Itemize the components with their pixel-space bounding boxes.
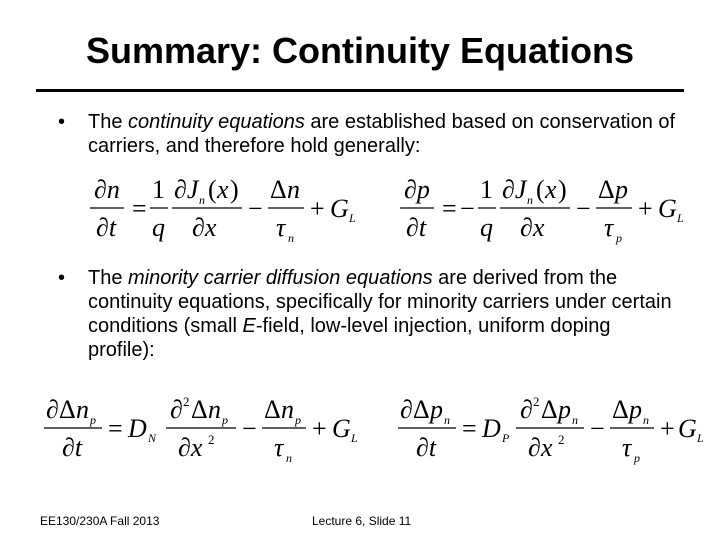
svg-text:−: − (460, 194, 475, 223)
svg-text:τ: τ (622, 433, 632, 462)
svg-text:n: n (527, 193, 533, 207)
svg-text:G: G (332, 414, 351, 443)
svg-text:−: − (590, 414, 605, 443)
svg-text:1: 1 (152, 175, 165, 204)
svg-text:p: p (90, 413, 96, 427)
svg-text:Δ: Δ (264, 395, 281, 424)
svg-text:2: 2 (558, 432, 565, 447)
equation-diffusion-n-graphic (44, 392, 364, 468)
svg-text:+: + (660, 414, 675, 443)
svg-text:x: x (217, 175, 229, 204)
svg-text:−: − (242, 414, 257, 443)
svg-text:q: q (480, 213, 493, 242)
svg-text:1: 1 (480, 175, 493, 204)
svg-text:n: n (287, 175, 300, 204)
svg-text:): ) (558, 175, 567, 204)
svg-text:): ) (230, 175, 239, 204)
svg-text:L: L (351, 431, 358, 445)
equation-diffusion-p (398, 392, 708, 475)
svg-text:∂p: ∂p (404, 175, 430, 204)
svg-text:τ: τ (276, 213, 286, 242)
svg-text:L: L (677, 211, 684, 225)
equation-diffusion-n (44, 392, 364, 475)
svg-text:p: p (634, 451, 640, 465)
svg-text:=: = (462, 414, 477, 443)
bullet-dot: • (58, 267, 66, 289)
slide-title: Summary: Continuity Equations (85, 30, 635, 71)
bullet-text: The minority carrier diffusion equations are derived from the continuity equations, specifically for minority carriers under certain conditions (small E-field, low-level injection, uniform doping profile): (88, 267, 672, 361)
svg-text:∂t: ∂t (62, 433, 83, 462)
svg-text:p: p (222, 413, 228, 427)
svg-text:n: n (444, 413, 450, 427)
svg-text:n: n (286, 451, 292, 465)
svg-text:n: n (76, 395, 89, 424)
svg-text:D: D (482, 414, 501, 443)
svg-text:n: n (288, 231, 294, 245)
svg-text:∂t: ∂t (416, 433, 437, 462)
svg-text:n: n (199, 193, 205, 207)
svg-text:∂: ∂ (170, 395, 183, 424)
svg-text:Δ: Δ (612, 395, 629, 424)
svg-text:∂t: ∂t (406, 213, 427, 242)
svg-text:∂x: ∂x (192, 213, 217, 242)
svg-text:p: p (615, 175, 628, 204)
bullet-text: The continuity equations are established based on conservation of carriers, and therefore hold generally: (88, 111, 676, 157)
svg-text:Δ: Δ (191, 395, 208, 424)
svg-text:L: L (349, 211, 356, 225)
svg-text:P: P (502, 431, 510, 445)
svg-text:n: n (281, 395, 294, 424)
svg-text:G: G (658, 194, 677, 223)
svg-text:−: − (248, 194, 263, 223)
svg-text:n: n (572, 413, 578, 427)
svg-text:Δ: Δ (541, 395, 558, 424)
svg-text:2: 2 (533, 394, 540, 409)
svg-text:∂t: ∂t (96, 213, 117, 242)
svg-text:=: = (442, 194, 457, 223)
svg-text:=: = (108, 414, 123, 443)
svg-text:N: N (148, 431, 157, 445)
equation-diffusion-p-graphic (398, 392, 708, 468)
svg-text:(: ( (208, 175, 217, 204)
svg-text:p: p (629, 395, 642, 424)
footer-course: EE130/230A Fall 2013 (40, 514, 160, 528)
svg-text:∂x: ∂x (178, 433, 203, 462)
svg-text:∂: ∂ (400, 395, 413, 424)
svg-text:+: + (312, 414, 327, 443)
svg-text:Δ: Δ (598, 175, 615, 204)
svg-text:∂J: ∂J (502, 175, 527, 204)
svg-text:2: 2 (183, 394, 190, 409)
svg-text:D: D (128, 414, 147, 443)
svg-text:n: n (208, 395, 221, 424)
svg-text:∂x: ∂x (520, 213, 545, 242)
svg-text:p: p (616, 231, 622, 245)
svg-text:2: 2 (208, 432, 215, 447)
svg-text:∂n: ∂n (94, 175, 120, 204)
equation-continuity-n (88, 172, 368, 253)
svg-text:∂x: ∂x (528, 433, 553, 462)
svg-text:(: ( (536, 175, 545, 204)
svg-text:−: − (576, 194, 591, 223)
svg-text:+: + (310, 194, 325, 223)
svg-text:∂J: ∂J (174, 175, 199, 204)
svg-text:p: p (430, 395, 443, 424)
svg-text:p: p (295, 413, 301, 427)
svg-text:q: q (152, 213, 165, 242)
svg-text:=: = (132, 194, 147, 223)
bullet-dot: • (58, 111, 66, 133)
equation-continuity-p-graphic (398, 172, 688, 246)
svg-text:∂: ∂ (46, 395, 59, 424)
svg-text:τ: τ (274, 433, 284, 462)
svg-text:Δ: Δ (270, 175, 287, 204)
footer-slide-number: Lecture 6, Slide 11 (312, 514, 412, 528)
svg-text:Δ: Δ (59, 395, 76, 424)
equation-continuity-p (398, 172, 688, 253)
svg-text:+: + (638, 194, 653, 223)
title-divider (36, 89, 684, 92)
equation-continuity-n-graphic (88, 172, 368, 246)
svg-text:x: x (545, 175, 557, 204)
svg-text:G: G (330, 194, 349, 223)
svg-text:p: p (558, 395, 571, 424)
svg-text:τ: τ (604, 213, 614, 242)
svg-text:L: L (697, 431, 704, 445)
svg-text:n: n (643, 413, 649, 427)
svg-text:Δ: Δ (413, 395, 430, 424)
svg-text:G: G (678, 414, 697, 443)
svg-text:∂: ∂ (520, 395, 533, 424)
